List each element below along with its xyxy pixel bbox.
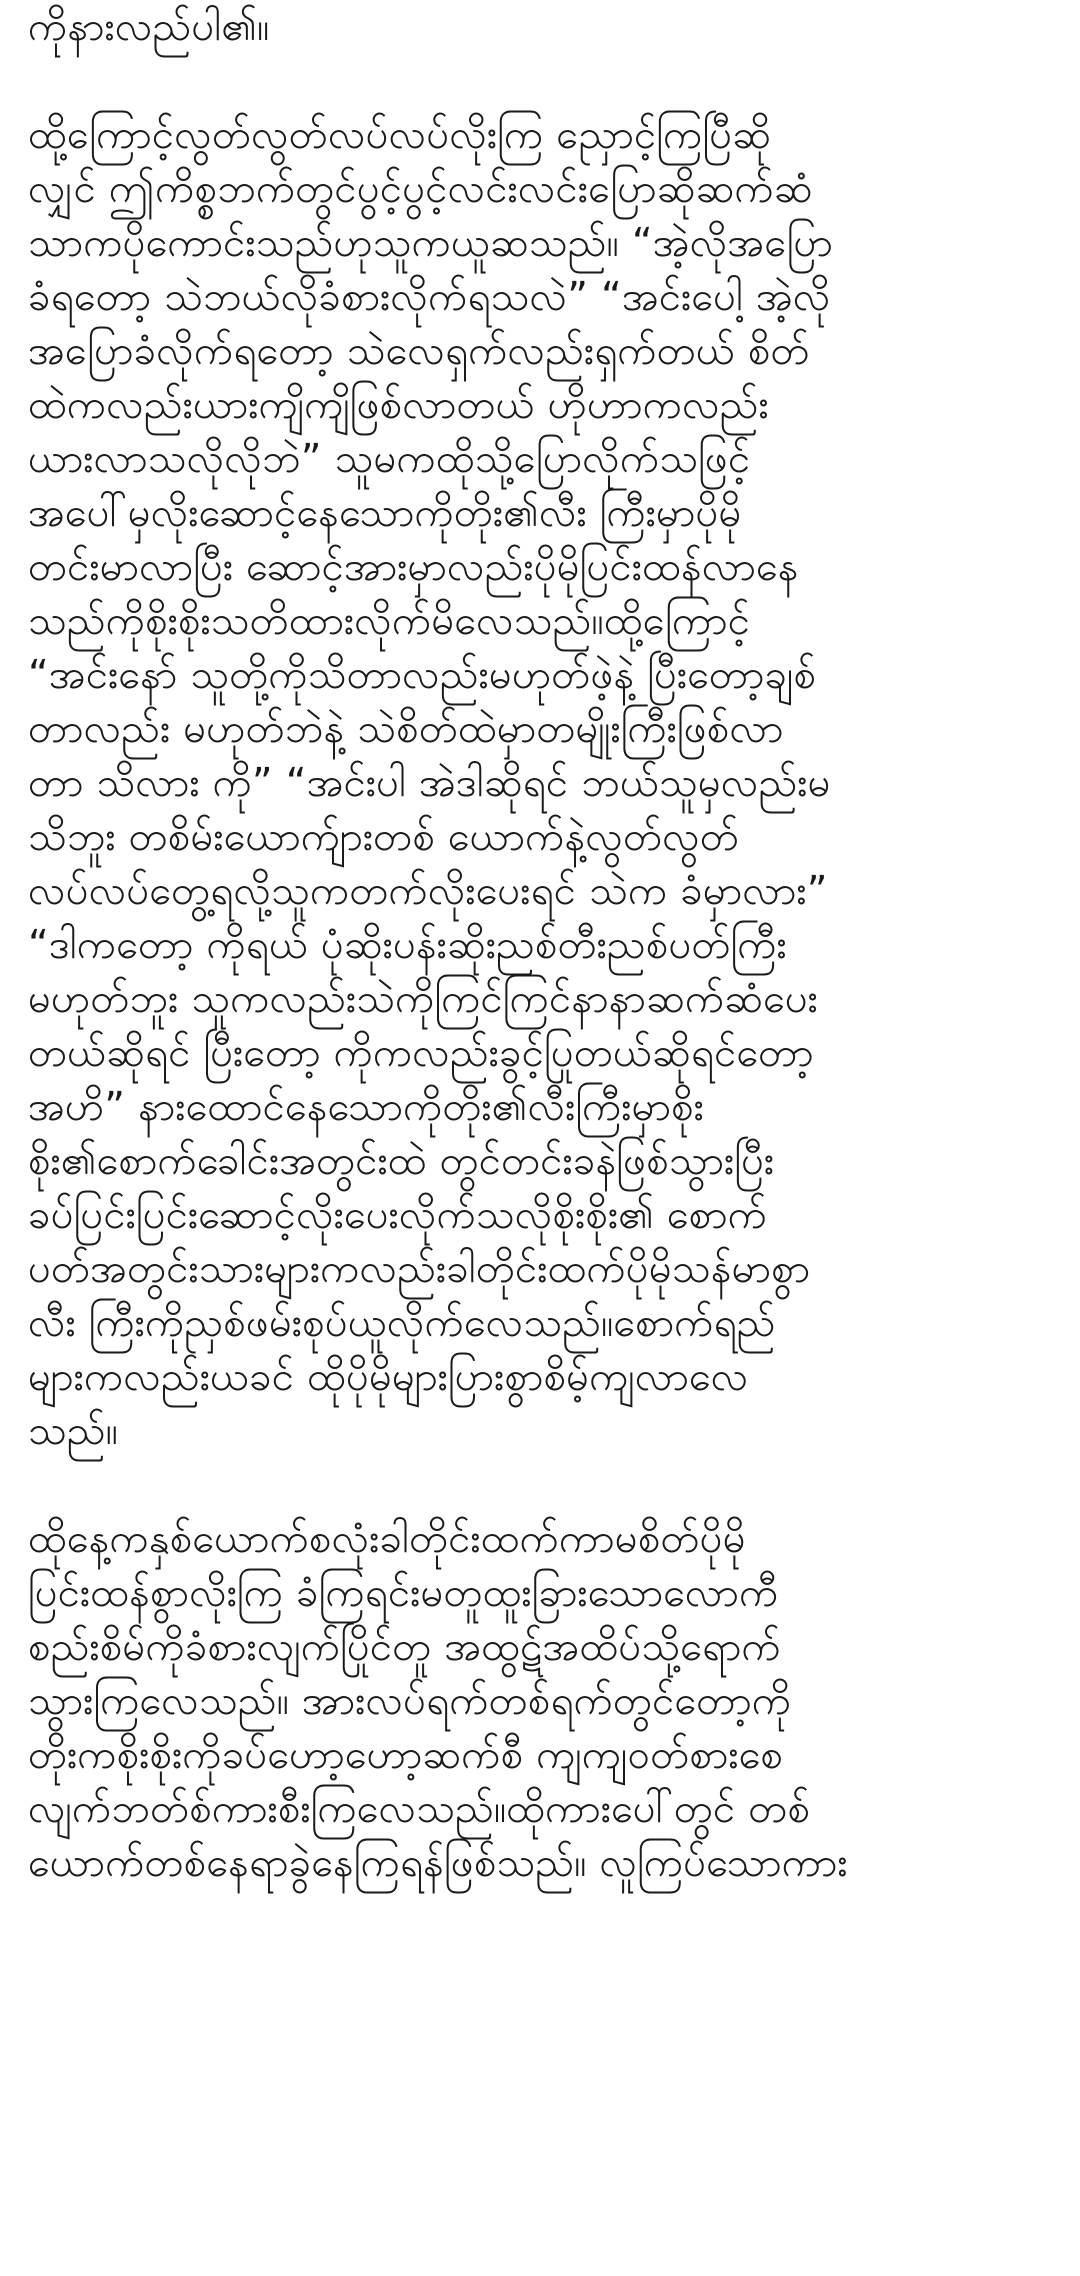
text-line: သိဘူး တစိမ်းယောက်ျားတစ် ယောက်နဲ့လွတ်လွတ် [28, 814, 740, 860]
text-line: သည်ကိုစိုးစိုးသတိထားလိုက်မိလေသည်။ထို့ကြောင့် [28, 598, 751, 644]
text-line: သာကပိုကောင်းသည်ဟုသူကယူဆသည်။ “အဲ့လိုအပြော [28, 220, 834, 266]
text-line: လီး ကြီးကိုညှစ်ဖမ်းစုပ်ယူလိုက်လေသည်။စောက်ရည် [28, 1300, 776, 1346]
text-line: ထို့ကြောင့်လွတ်လွတ်လပ်လပ်လိုးကြ ညှောင့်ကြပြီဆို [28, 112, 772, 158]
text-line: စည်းစိမ်ကိုခံစားလျက်ပြိုင်တူ အထွဋ်အထိပ်သို့ရောက် [28, 1624, 781, 1670]
article-body[interactable] [28, 0, 1058, 1890]
text-line: တာ သိလား ကို” “အင်းပါ အဲဒါဆိုရင် ဘယ်သူမှလည်းမ [28, 760, 831, 806]
text-line: အပြောခံလိုက်ရတော့ သဲလေရှက်လည်းရှက်တယ် စိတ် [28, 328, 810, 374]
text-line: စိုး၏စောက်ခေါင်းအတွင်းထဲ တွင်တင်းခနဲဖြစ်သွားပြီး [28, 1138, 775, 1184]
text-line: လျှင် ဤကိစ္စဘက်တွင်ပွင့်ပွင့်လင်းလင်းပြောဆိုဆက်ဆံ [28, 166, 813, 212]
text-line: သွားကြလေသည်။ အားလပ်ရက်တစ်ရက်တွင်တော့ကို [28, 1678, 792, 1724]
text-line: မဟုတ်ဘူး သူကလည်းသဲကိုကြင်ကြင်နာနာဆက်ဆံပေး [28, 976, 819, 1022]
paragraph-3 [28, 1512, 1058, 1890]
text-line: ကိုနားလည်ပါ၏။ [28, 4, 270, 50]
text-line: တယ်ဆိုရင် ပြီးတော့ ကိုကလည်းခွင့်ပြုတယ်ဆိုရင်တော့ [28, 1030, 814, 1076]
paragraph-1 [28, 0, 1058, 54]
paragraph-gap [28, 54, 1058, 108]
text-line: ခပ်ပြင်းပြင်းဆောင့်လိုးပေးလိုက်သလိုစိုးစိုး၏ စောက် [28, 1192, 768, 1238]
text-line: “ဒါကတော့ ကိုရယ် ပုံဆိုးပန်းဆိုးညစ်တီးညစ်ပတ်ကြီး [28, 922, 787, 968]
text-line: အဟိ” နားထောင်နေသောကိုတိုး၏လီးကြီးမှာစိုး [28, 1084, 705, 1130]
text-line: အပေါ်မှလိုးဆောင့်နေသောကိုတိုး၏လီး ကြီးမှာပိုမို [28, 490, 742, 536]
text-line: လပ်လပ်တွေ့ရလို့သူကတက်လိုးပေးရင် သဲက ခံမှာလား” [28, 868, 828, 914]
text-line: ပတ်အတွင်းသားများကလည်းခါတိုင်းထက်ပိုမိုသန်မာစွာ [28, 1246, 811, 1292]
paragraph-gap [28, 1458, 1058, 1512]
paragraph-2 [28, 108, 1058, 1458]
text-line: ယားလာသလိုလိုဘဲ” သူမကထိုသို့ပြောလိုက်သဖြင့် [28, 436, 751, 482]
text-line: တင်းမာလာပြီး ဆောင့်အားမှာလည်းပိုမိုပြင်းထန်လာနေ [28, 544, 799, 590]
text-line: ခံရတော့ သဲဘယ်လိုခံစားလိုက်ရသလဲ” “အင်းပေါ့ အဲ့လို [28, 274, 831, 320]
text-line: ထိုနေ့ကနှစ်ယောက်စလုံးခါတိုင်းထက်ကာမစိတ်ပိုမို [28, 1516, 746, 1562]
text-line: များကလည်းယခင် ထိုပိုမိုများပြားစွာစိမ့်ကျလာလေ [28, 1354, 749, 1400]
text-line: ယောက်တစ်နေရာခွဲနေကြရန်ဖြစ်သည်။ လူကြပ်သောကား [28, 1840, 848, 1886]
text-line: တိုးကစိုးစိုးကိုခပ်ဟော့ဟော့ဆက်စီ ကျကျဝတ်စားစေ [28, 1732, 784, 1778]
text-line: “အင်းနော် သူတို့ကိုသိတာလည်းမဟုတ်ဖဲ့နဲ့ ပြီးတော့ချစ် [28, 652, 817, 698]
text-line: ထဲကလည်းယားကျိကျိဖြစ်လာတယ် ဟိုဟာကလည်း [28, 382, 769, 428]
text-line: ပြင်းထန်စွာလိုးကြ ခံကြရင်းမတူထူးခြားသောလောကီ [28, 1570, 779, 1616]
text-line: တာလည်း မဟုတ်ဘဲနဲ့ သဲစိတ်ထဲမှာတမျိုးကြီးဖြစ်လာ [28, 706, 784, 752]
text-line: လျက်ဘတ်စ်ကားစီးကြလေသည်။ထိုကားပေါ်တွင် တစ် [28, 1786, 811, 1832]
text-line: သည်။ [28, 1408, 119, 1454]
